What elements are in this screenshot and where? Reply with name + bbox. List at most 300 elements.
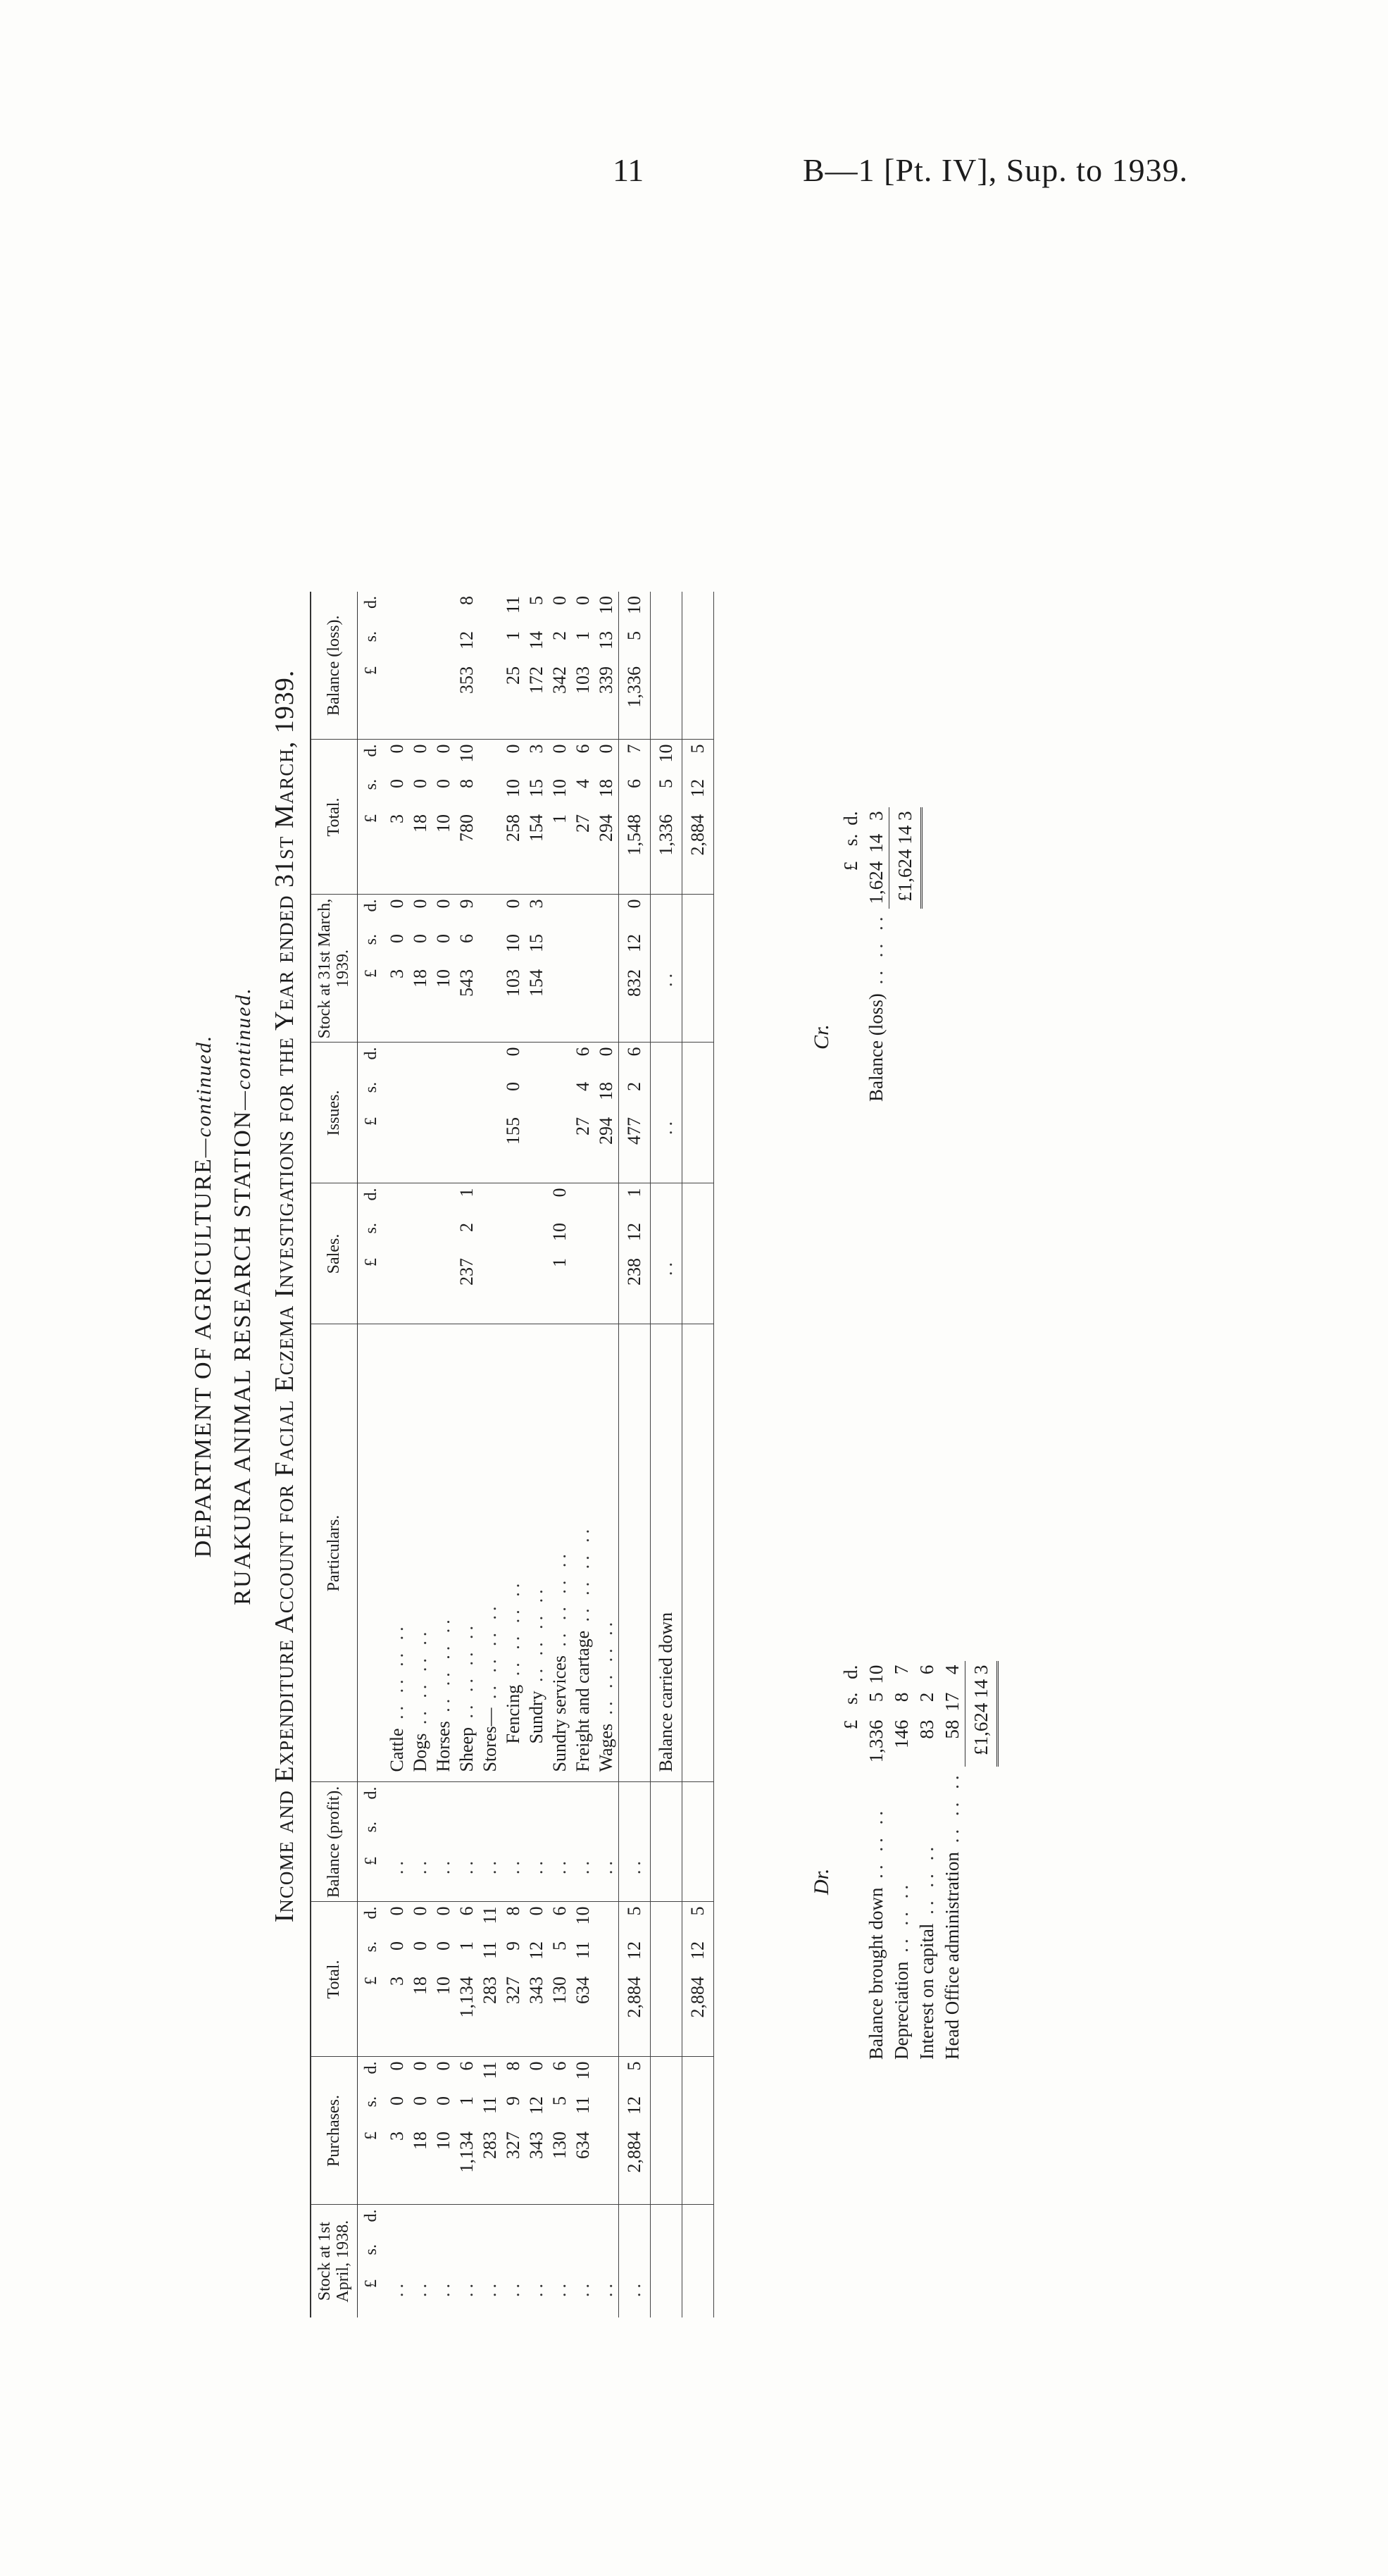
total-right-pounds: 154	[525, 810, 549, 895]
debit-amount-pounds: 146	[890, 1719, 912, 1749]
credit-label-cell	[863, 909, 889, 1106]
row-label: Wages	[596, 1723, 617, 1772]
balance-loss-pounds: 342	[549, 662, 572, 740]
total-right-shillings: 15	[526, 779, 547, 797]
balance-profit-blank	[650, 1853, 682, 1902]
total-right-shillings: 10	[549, 779, 570, 797]
purchases-shillings: 9	[503, 2096, 524, 2105]
row-label: Sheep	[456, 1726, 477, 1772]
sales-pence: 0	[549, 1188, 570, 1197]
stock-start-blank: ..	[618, 2275, 650, 2317]
total-left-shillings: 9	[503, 1941, 524, 1950]
total-left-shillings: 11	[480, 1941, 501, 1960]
total-left-pence: 6	[549, 1906, 570, 1916]
total-left-pence: 0	[433, 1906, 454, 1916]
balance-profit-blank	[502, 1817, 525, 1853]
stock-end-unit: £	[357, 965, 386, 1043]
credit-summary	[838, 807, 923, 1106]
purchases-pence: 0	[410, 2061, 431, 2071]
balance-carried-down-amount-pounds: 1,336	[650, 810, 682, 895]
issues-pounds: 294	[595, 1113, 619, 1183]
purchases-pounds: 3	[386, 2127, 409, 2205]
total-right-pounds: 3	[386, 810, 409, 895]
issues-shillings	[549, 1078, 572, 1113]
balance-profit-blank: ..	[432, 1853, 456, 1902]
row-particular	[409, 1324, 432, 1782]
purchases-pence: 6	[456, 2061, 477, 2071]
total-right-shillings: 18	[596, 779, 617, 797]
total-right-pence: 0	[387, 744, 408, 754]
credit-total: £1,624 14 3	[889, 807, 922, 909]
col-balance-profit: Balance (profit).	[311, 1782, 357, 1902]
col-stock-end: Stock at 31st March, 1939.	[311, 895, 357, 1043]
credit-unit: d.	[839, 811, 861, 826]
stock-start-blank	[650, 2275, 682, 2317]
total-left-shillings: 5	[549, 1941, 570, 1950]
purchases-shillings	[595, 2092, 619, 2127]
stock-start-blank	[386, 2240, 409, 2275]
debit-label-cell	[889, 1767, 914, 2064]
total-right-pence: 0	[549, 744, 570, 754]
table-row	[572, 592, 595, 2317]
stock-start-blank	[595, 2240, 619, 2275]
balance-carried-down-particular	[650, 1324, 682, 1782]
table-row	[432, 592, 456, 2317]
stock-start-blank: ..	[387, 2279, 408, 2297]
purchases-shillings: 0	[433, 2096, 454, 2105]
stock-start-blank	[572, 2240, 595, 2275]
leader-dots: .. .. .. ..	[456, 1621, 477, 1727]
stock-end-unit: d.	[362, 899, 381, 912]
stock-start-blank: ..	[503, 2279, 524, 2297]
stock-start-blank	[386, 2205, 409, 2240]
sales-unit: d.	[362, 1188, 381, 1201]
total-left-shillings: 0	[410, 1941, 431, 1950]
leader-dots: .. .. .. ..	[503, 1579, 524, 1685]
row-label: Cattle	[387, 1728, 408, 1772]
issues-pounds: 27	[572, 1113, 595, 1183]
stock-end-pence: 0	[503, 899, 524, 909]
sales-blank	[650, 1219, 682, 1254]
issues-blank	[682, 1113, 713, 1183]
balance-loss-pence: 11	[503, 596, 524, 614]
stock-start-blank: ..	[410, 2279, 431, 2297]
total-left-pounds: 283	[479, 1972, 502, 2057]
stock-start-blank	[525, 2205, 549, 2240]
balance-loss-shillings: 12	[456, 631, 477, 649]
stock-end-shillings: 6	[456, 934, 477, 943]
total-left-shillings: 12	[526, 1941, 547, 1960]
stock-start-blank	[549, 2240, 572, 2275]
debit-amount-pounds: 1,336	[865, 1719, 887, 1763]
credit-amount-pounds: 1,624	[865, 861, 887, 904]
balance-profit-unit: £	[357, 1853, 386, 1902]
balance-loss-shillings	[409, 627, 432, 662]
stock-end-blank	[682, 930, 713, 965]
balance-loss-pounds: 353	[456, 662, 479, 740]
table-body	[357, 592, 713, 2317]
total-right-shillings: 0	[433, 779, 454, 788]
balance-loss-shillings: 1	[573, 631, 594, 640]
stock-start-blank	[432, 2240, 456, 2275]
purchases-unit: d.	[362, 2061, 381, 2074]
balance-profit-blank	[682, 1782, 713, 1817]
balance-profit-blank	[618, 1782, 650, 1817]
purchases-pounds: 10	[432, 2127, 456, 2205]
income-expenditure-table	[310, 592, 714, 2317]
sales-pounds	[525, 1254, 549, 1324]
col-total-right: Total.	[311, 740, 357, 895]
total-left-shillings	[595, 1937, 619, 1972]
stock-end-pounds: 154	[525, 965, 549, 1043]
leader-dots: .. .. ..	[865, 912, 887, 994]
table-row	[549, 592, 572, 2317]
issues-pence: 6	[573, 1047, 594, 1057]
total-right-shillings: 8	[456, 779, 477, 788]
stock-start-blank	[409, 2240, 432, 2275]
page-reference: B—1 [Pt. IV], Sup. to 1939.	[803, 152, 1189, 188]
balance-profit-blank	[409, 1817, 432, 1853]
stock-start-blank	[650, 2240, 682, 2275]
total-right-shillings: 0	[387, 779, 408, 788]
balance-profit-blank	[502, 1782, 525, 1817]
stock-start-blank	[479, 2205, 502, 2240]
balance-profit-blank: ..	[525, 1853, 549, 1902]
balance-loss-blank	[682, 627, 713, 662]
debit-amount-pence: 10	[865, 1665, 887, 1684]
credit-amount-shillings: 14	[865, 833, 887, 853]
units-row	[357, 592, 386, 2317]
balance-loss-pounds	[386, 662, 409, 740]
cr-label: Cr.	[810, 1024, 833, 1050]
stock-end-pence	[549, 895, 572, 930]
balance-loss-unit: s.	[362, 631, 381, 642]
sales-shillings	[409, 1219, 432, 1254]
total-right-pence: 0	[410, 744, 431, 754]
sales-pence: 1	[456, 1188, 477, 1197]
sales-pounds	[386, 1254, 409, 1324]
total-right-pounds: 258	[502, 810, 525, 895]
balance-loss-total-pence: 10	[618, 592, 650, 627]
leader-dots: .. .. .. ..	[387, 1622, 408, 1729]
credit-unit: £	[839, 861, 861, 871]
column-header-row	[311, 592, 357, 2317]
balance-profit-blank	[386, 1782, 409, 1817]
leader-dots: .. .. ..	[941, 1771, 963, 1853]
debit-units-row	[838, 1661, 863, 2064]
total-left-pounds: 343	[525, 1972, 549, 2057]
total-right-shillings: 0	[410, 779, 431, 788]
balance-loss-pounds: 103	[572, 662, 595, 740]
table-row	[525, 592, 549, 2317]
balance-profit-blank	[525, 1817, 549, 1853]
table-row	[479, 592, 502, 2317]
sales-shillings	[432, 1219, 456, 1254]
purchases-blank	[650, 2127, 682, 2205]
total-left-pence: 10	[573, 1906, 594, 1925]
balance-loss-shillings	[479, 627, 502, 662]
total-right-pence	[479, 740, 502, 775]
debit-total-row	[965, 1661, 998, 2064]
issues-shillings	[525, 1078, 549, 1113]
issues-pence: 0	[596, 1047, 617, 1057]
stock-end-pence: 0	[387, 899, 408, 909]
stock-end-shillings	[572, 930, 595, 965]
stock-end-blank	[650, 930, 682, 965]
sales-pence	[432, 1183, 456, 1219]
debit-summary	[838, 1661, 999, 2064]
credit-row	[863, 807, 889, 1106]
debit-amount-shillings: 2	[915, 1692, 937, 1703]
total-left-pounds	[595, 1972, 619, 2057]
row-particular	[549, 1324, 572, 1782]
grand-total-left-pence: 5	[682, 1902, 713, 1937]
sales-total-pounds: 238	[618, 1254, 650, 1324]
row-particular	[386, 1324, 409, 1782]
debit-total: £1,624 14 3	[965, 1661, 998, 1767]
leader-dots: .. .. ..	[865, 1806, 887, 1888]
stock-end-pounds	[479, 965, 502, 1043]
purchases-pounds: 327	[502, 2127, 525, 2205]
stock-end-blank	[682, 895, 713, 930]
stock-end-total-pounds: 832	[618, 965, 650, 1043]
balance-profit-blank	[549, 1817, 572, 1853]
balance-loss-pence	[386, 592, 409, 627]
stock-start-blank	[502, 2240, 525, 2275]
stock-start-blank	[618, 2240, 650, 2275]
sales-blank: ..	[650, 1254, 682, 1324]
balance-profit-unit: d.	[362, 1786, 381, 1800]
balance-profit-blank	[650, 1782, 682, 1817]
issues-shillings	[479, 1078, 502, 1113]
purchases-total-pence: 5	[618, 2057, 650, 2092]
particulars-units-blank	[357, 1324, 386, 1782]
account-title: Income and Expenditure Account for Facial Eczema Investigations for the Year ended 31st March, 1939.	[270, 669, 299, 1923]
balance-profit-blank	[549, 1782, 572, 1817]
balance-profit-blank	[618, 1817, 650, 1853]
balance-loss-pounds	[432, 662, 456, 740]
balance-carried-down-label: Balance carried down	[655, 1612, 676, 1772]
balance-loss-shillings	[432, 627, 456, 662]
stock-end-pence: 9	[456, 899, 477, 909]
balance-profit-blank	[456, 1782, 479, 1817]
debit-unit: d.	[839, 1665, 861, 1679]
stock-end-pounds	[572, 965, 595, 1043]
stock-start-blank: ..	[549, 2279, 570, 2297]
total-left-unit: s.	[362, 1941, 381, 1953]
total-right-pounds: 27	[572, 810, 595, 895]
issues-total-pounds: 477	[618, 1113, 650, 1183]
total-right-unit: d.	[362, 744, 381, 757]
total-left-pounds: 3	[386, 1972, 409, 2057]
balance-profit-blank: ..	[456, 1853, 479, 1902]
total-right-pence: 3	[526, 744, 547, 754]
purchases-pence: 8	[503, 2061, 524, 2071]
stock-start-blank	[525, 2240, 549, 2275]
balance-loss-pounds: 172	[525, 662, 549, 740]
dr-label: Dr.	[810, 1868, 833, 1895]
grand-totals-row	[682, 592, 713, 2317]
credit-amount-pence: 3	[865, 811, 887, 821]
stock-end-shillings: 10	[503, 934, 524, 952]
credit-table	[838, 807, 923, 1106]
sales-pence	[595, 1183, 619, 1219]
total-left-pence: 6	[456, 1906, 477, 1916]
total-left-unit: £	[357, 1972, 386, 2057]
purchases-pounds	[595, 2127, 619, 2205]
balance-profit-blank	[595, 1782, 619, 1817]
total-right-total-shillings: 6	[618, 775, 650, 810]
row-particular	[572, 1324, 595, 1782]
balance-profit-blank	[432, 1782, 456, 1817]
purchases-blank	[650, 2092, 682, 2127]
debit-amount-shillings: 5	[865, 1692, 887, 1703]
total-right-shillings: 10	[503, 779, 524, 797]
purchases-pence: 11	[480, 2061, 501, 2079]
total-right-shillings: 4	[573, 779, 594, 788]
row-label: Sundry	[526, 1691, 547, 1744]
balance-profit-blank	[572, 1782, 595, 1817]
leader-dots: .. .. .. ..	[549, 1550, 570, 1656]
issues-pounds	[409, 1113, 432, 1183]
stock-end-pounds: 18	[409, 965, 432, 1043]
stock-end-total-shillings: 12	[618, 930, 650, 965]
balance-loss-blank	[650, 627, 682, 662]
row-particular	[595, 1324, 619, 1782]
leader-dots: .. .. .. ..	[480, 1602, 501, 1708]
issues-pounds	[479, 1113, 502, 1183]
stock-start-blank: ..	[433, 2279, 454, 2297]
sales-pence	[502, 1183, 525, 1219]
balance-profit-blank	[525, 1782, 549, 1817]
sales-pence	[479, 1183, 502, 1219]
leader-dots: .. .. ..	[890, 1880, 912, 1962]
stock-end-shillings	[479, 930, 502, 965]
stock-start-blank: ..	[596, 2279, 617, 2297]
debit-row	[863, 1661, 889, 2064]
balance-profit-blank: ..	[502, 1853, 525, 1902]
leader-dots: .. .. ..	[915, 1842, 937, 1924]
issues-pence	[456, 1043, 479, 1078]
balance-loss-pence: 0	[573, 596, 594, 605]
issues-unit: d.	[362, 1047, 381, 1060]
row-label: Freight and cartage	[573, 1630, 594, 1772]
balance-profit-blank	[595, 1817, 619, 1853]
issues-pence	[549, 1043, 572, 1078]
total-right-total-pounds: 1,548	[618, 810, 650, 895]
issues-pounds	[456, 1113, 479, 1183]
balance-loss-shillings	[386, 627, 409, 662]
purchases-pence	[595, 2057, 619, 2092]
leader-dots: .. .. .. ..	[410, 1627, 431, 1734]
balance-loss-unit: £	[357, 662, 386, 740]
total-right-pounds: 1	[549, 810, 572, 895]
sales-shillings	[502, 1219, 525, 1254]
row-label: Dogs	[410, 1733, 431, 1772]
issues-unit: s.	[362, 1082, 381, 1093]
total-right-pounds: 294	[595, 810, 619, 895]
sales-shillings: 10	[549, 1223, 570, 1241]
stock-end-pounds: 3	[386, 965, 409, 1043]
stock-end-shillings: 0	[433, 934, 454, 943]
debit-amount-pounds: 58	[941, 1719, 963, 1739]
balance-loss-total-shillings: 5	[618, 627, 650, 662]
debit-unit: £	[839, 1719, 861, 1730]
debit-label-cell	[914, 1767, 939, 2064]
debit-table	[838, 1661, 999, 2064]
stock-end-pence	[479, 895, 502, 930]
col-balance-loss: Balance (loss).	[311, 592, 357, 740]
stock-end-pence	[572, 895, 595, 930]
leader-dots: .. .. .. ..	[433, 1615, 454, 1722]
department-title: DEPARTMENT OF AGRICULTURE—continued.	[190, 1034, 216, 1558]
credit-units-row	[838, 807, 863, 1106]
balance-profit-blank	[479, 1782, 502, 1817]
issues-shillings: 4	[573, 1082, 594, 1091]
issues-total-pence: 6	[618, 1043, 650, 1078]
grand-total-right-pounds: 2,884	[682, 810, 713, 895]
issues-blank	[650, 1078, 682, 1113]
issues-blank	[650, 1043, 682, 1078]
stock-end-pence: 3	[526, 899, 547, 909]
total-right-unit: s.	[362, 779, 381, 790]
issues-shillings	[386, 1078, 409, 1113]
total-left-pounds: 634	[572, 1972, 595, 2057]
stock-start-blank: ..	[456, 2279, 477, 2297]
debit-label: Depreciation	[890, 1961, 912, 2060]
purchases-pounds: 18	[409, 2127, 432, 2205]
grand-total-left-pounds: 2,884	[682, 1972, 713, 2057]
total-left-shillings: 1	[456, 1941, 477, 1950]
balance-loss-pounds: 25	[502, 662, 525, 740]
stock-start-blank: ..	[480, 2279, 501, 2297]
balance-loss-blank	[682, 662, 713, 740]
debit-label: Balance brought down	[865, 1887, 887, 2060]
sales-pounds	[432, 1254, 456, 1324]
total-right-pounds: 10	[432, 810, 456, 895]
issues-shillings	[432, 1078, 456, 1113]
stock-start-blank	[682, 2205, 713, 2240]
page-number: 11	[613, 152, 644, 188]
total-left-pence	[595, 1902, 619, 1937]
row-particular	[525, 1324, 549, 1782]
total-right-pounds: 780	[456, 810, 479, 895]
sales-pounds: 1	[549, 1254, 572, 1324]
credit-total-row	[889, 807, 922, 1106]
balance-profit-blank	[432, 1817, 456, 1853]
credit-label: Balance (loss)	[865, 993, 887, 1102]
purchases-blank	[682, 2057, 713, 2092]
table-row	[502, 592, 525, 2317]
total-right-pence: 6	[573, 744, 594, 754]
balance-loss-blank	[650, 662, 682, 740]
total-right-total-pence: 7	[618, 740, 650, 775]
stock-start-blank	[618, 2205, 650, 2240]
table-row	[595, 592, 619, 2317]
balance-loss-shillings: 2	[549, 631, 570, 640]
balance-carried-down-row	[650, 592, 682, 2317]
balance-profit-unit: s.	[362, 1822, 381, 1833]
debit-amount-shillings: 17	[941, 1692, 963, 1712]
total-right-pence: 0	[503, 744, 524, 754]
total-right-shillings	[479, 775, 502, 810]
balance-loss-pounds: 339	[595, 662, 619, 740]
stock-end-shillings: 15	[526, 934, 547, 952]
purchases-pence: 10	[573, 2061, 594, 2080]
purchases-shillings: 11	[480, 2096, 501, 2115]
total-left-pence: 0	[410, 1906, 431, 1916]
debit-amount-shillings: 8	[890, 1692, 912, 1703]
